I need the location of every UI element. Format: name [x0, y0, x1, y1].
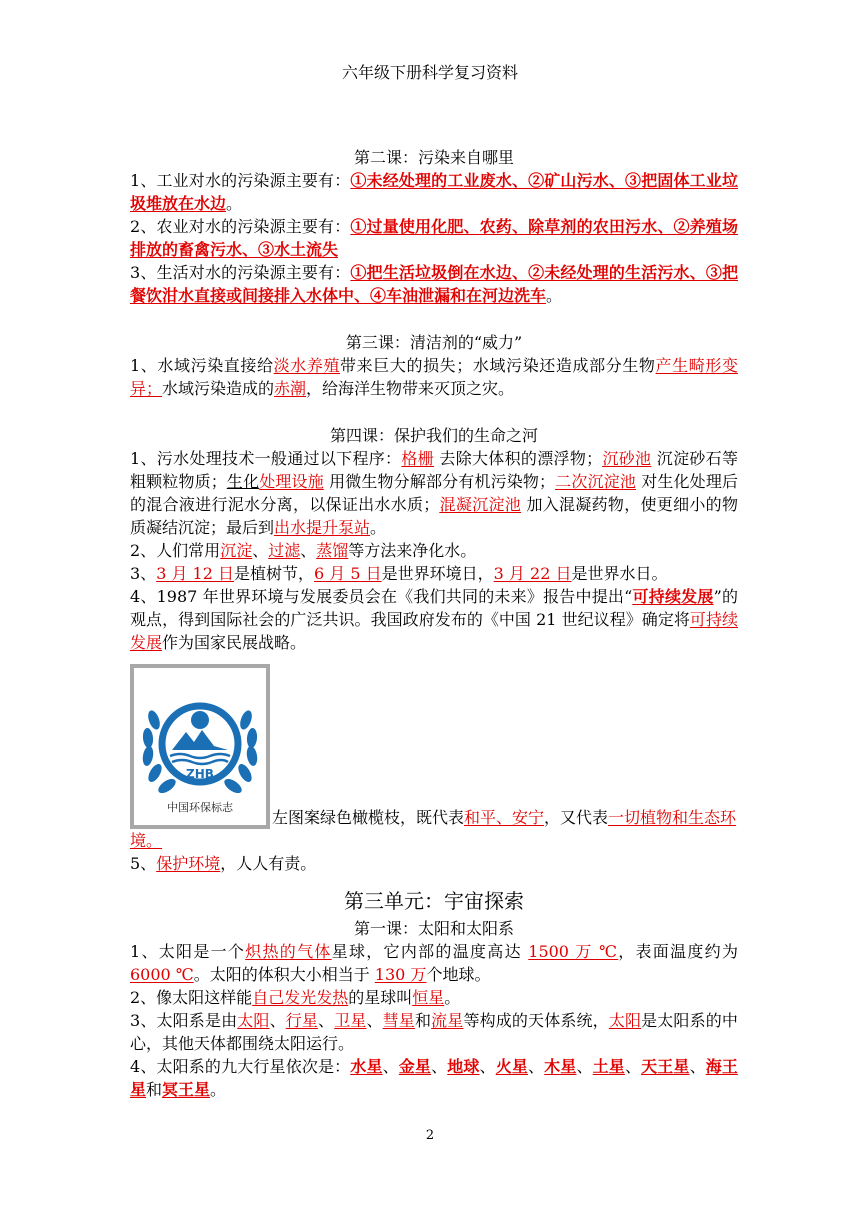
highlighted-answer: 混凝沉淀池: [439, 495, 522, 514]
highlighted-answer: ①把生活垃圾倒在水边、②未经处理的生活污水、③把餐饮泔水直接或间接排入水体中、④车油泄漏和在河边洗车: [130, 263, 738, 305]
text-run: 、: [252, 541, 269, 560]
text-run: 、: [300, 541, 317, 560]
logo-caption: 中国环保标志: [167, 801, 233, 814]
list-item: [130, 1009, 738, 1055]
highlighted-answer: 炽热的气体: [245, 942, 332, 961]
page-number: 2: [425, 1128, 435, 1143]
list-item: [130, 354, 738, 400]
list-item: [130, 562, 738, 585]
highlighted-answer: 火星: [495, 1057, 529, 1076]
text-run: 水域污染造成的: [162, 379, 275, 398]
text-run: 、: [624, 1057, 642, 1076]
text-run: 左图案绿色橄榄枝，既代表: [272, 808, 465, 827]
text-run: 和: [414, 1011, 432, 1030]
highlighted-answer: 二次沉淀池: [555, 472, 636, 491]
highlighted-answer: 出水提升泵站: [274, 518, 371, 537]
highlighted-answer: 淡水养殖: [273, 356, 341, 375]
text-run: 2、农业对水的污染源主要有：: [130, 217, 351, 236]
highlighted-answer: 海王星: [130, 1057, 738, 1099]
text-run: 等构成的天体系统，: [463, 1011, 609, 1030]
highlighted-answer: 1500 万 ℃: [528, 942, 619, 961]
text-run: 、: [689, 1057, 706, 1076]
text-run: 是太阳系的中心，其他天体都围绕太阳运行。: [130, 1011, 738, 1053]
highlighted-answer: 可持续发展: [632, 587, 714, 606]
section-lesson-2: [130, 146, 738, 307]
highlighted-answer: 地球: [447, 1057, 480, 1076]
text-run: 、: [528, 1057, 545, 1076]
highlighted-answer: 金星: [398, 1057, 432, 1076]
text-run: 星球，它内部的温度高达: [331, 942, 529, 961]
text-run: ，给海洋生物带来灭顶之灾。: [306, 379, 515, 398]
highlighted-answer: 保护环境: [156, 854, 221, 873]
lesson-heading: 第二课：污染来自哪里: [353, 148, 514, 167]
text-run: 的星球叫: [348, 988, 413, 1007]
highlighted-answer: 水星: [350, 1057, 383, 1076]
highlighted-answer: 一切植物和生态环境。: [130, 808, 737, 850]
text-run: 2、像太阳这样能: [130, 988, 253, 1007]
list-item: [130, 261, 738, 307]
text-run: 1、工业对水的污染源主要有：: [130, 171, 351, 190]
highlighted-answer: 3 月 12 日: [156, 564, 234, 583]
list-item: [130, 940, 738, 986]
highlighted-answer: 太阳: [237, 1011, 270, 1030]
document-title: 六年级下册科学复习资料: [341, 63, 518, 82]
text-run: 、: [431, 1057, 448, 1076]
text-run: 、: [269, 1011, 286, 1030]
highlighted-answer: 生化: [226, 472, 260, 491]
text-run: 用微生物分解部分有机污染物；: [323, 472, 556, 491]
section-lesson-3: [130, 331, 738, 400]
text-run: 3、生活对水的污染源主要有：: [130, 263, 351, 282]
highlighted-answer: 卫星: [334, 1011, 367, 1030]
text-run: 、: [382, 1057, 399, 1076]
text-run: ”的观点，得到国际社会的广泛共识。我国政府发布的《中国 21 世纪议程》确定将: [130, 587, 738, 629]
text-run: 。太阳的体积大小相当于: [193, 965, 375, 984]
text-run: 3、太阳系是由: [130, 1011, 238, 1030]
text-run: 和: [146, 1080, 163, 1099]
highlighted-answer: 自己发光发热: [252, 988, 349, 1007]
text-run: 1、水域污染直接给: [130, 356, 274, 375]
text-run: 4、1987 年世界环境与发展委员会在《我们共同的未来》报告中提出“: [130, 587, 633, 606]
highlighted-answer: 赤潮: [274, 379, 307, 398]
text-run: 。: [226, 194, 243, 213]
text-run: 3、: [130, 564, 157, 583]
text-run: 。: [370, 518, 387, 537]
highlighted-answer: ①过量使用化肥、农药、除草剂的农田污水、②养殖场排放的畜禽污水、③水土流失: [130, 217, 738, 259]
text-run: 4、太阳系的九大行星依次是：: [130, 1057, 351, 1076]
list-item: [130, 1055, 738, 1101]
text-run: 带来巨大的损失；水域污染还造成部分生物: [340, 356, 656, 375]
text-run: 。: [444, 988, 461, 1007]
lesson-heading: 第三课：清洁剂的“威力”: [345, 333, 523, 352]
highlighted-answer: 过滤: [268, 541, 301, 560]
highlighted-answer: 天王星: [641, 1057, 690, 1076]
environmental-protection-logo: [130, 664, 270, 829]
text-run: 对生化处理后的混合液进行泥水分离，以保证出水水质；: [130, 472, 738, 514]
text-run: 。: [210, 1080, 227, 1099]
highlighted-answer: 土星: [592, 1057, 625, 1076]
text-run: 1、太阳是一个: [130, 942, 246, 961]
highlighted-answer: 处理设施: [259, 472, 324, 491]
highlighted-answer: 130 万: [374, 965, 427, 984]
text-run: 等方法来净化水。: [348, 541, 477, 560]
text-run: ，又代表: [544, 808, 609, 827]
document-body: [130, 146, 738, 1101]
highlighted-answer: 太阳: [608, 1011, 642, 1030]
unit-heading: 第三单元：宇宙探索: [344, 889, 524, 913]
text-run: 、: [318, 1011, 335, 1030]
highlighted-answer: 产生畸形变异；: [130, 356, 738, 398]
text-run: 去除大体积的漂浮物；: [434, 449, 603, 468]
list-item: [130, 447, 738, 539]
highlighted-answer: 沉淀: [220, 541, 253, 560]
text-run: 加入混凝药物，使更细小的物质凝结沉淀；最后到: [130, 495, 738, 537]
logo-letters: ZHB: [186, 767, 214, 781]
text-run: 是世界水日。: [571, 564, 668, 583]
logo-paragraph: [130, 664, 738, 852]
list-item: [130, 539, 738, 562]
text-run: 5、: [130, 854, 157, 873]
text-run: 。: [546, 286, 563, 305]
highlighted-answer: ①未经处理的工业废水、②矿山污水、③把固体工业垃圾堆放在水边: [130, 171, 738, 213]
text-run: 1、污水处理技术一般通过以下程序：: [130, 449, 402, 468]
text-run: 个地球。: [426, 965, 491, 984]
highlighted-answer: 3 月 22 日: [493, 564, 572, 583]
lesson-heading: 第一课：太阳和太阳系: [353, 919, 514, 938]
text-run: ，表面温度约为: [618, 942, 738, 961]
highlighted-answer: 冥王星: [162, 1080, 211, 1099]
text-run: ，人人有责。: [220, 854, 317, 873]
list-item: [130, 169, 738, 215]
lesson-heading: 第四课：保护我们的生命之河: [329, 426, 538, 445]
highlighted-answer: 行星: [285, 1011, 319, 1030]
section-unit-3: [130, 887, 738, 1101]
highlighted-answer: 木星: [544, 1057, 577, 1076]
list-item: [130, 852, 738, 875]
text-run: 、: [366, 1011, 383, 1030]
highlighted-answer: 彗星: [382, 1011, 415, 1030]
highlighted-answer: 格栅: [401, 449, 434, 468]
list-item: [130, 215, 738, 261]
text-run: 沉淀砂石等粗颗粒物质；: [130, 449, 738, 491]
list-item: [130, 986, 738, 1009]
highlighted-answer: 恒星: [412, 988, 445, 1007]
highlighted-answer: 蒸馏: [316, 541, 349, 560]
text-run: 作为国家民展战略。: [162, 633, 307, 652]
highlighted-answer: 6 月 5 日: [314, 564, 382, 583]
text-run: 是植树节，: [234, 564, 315, 583]
text-run: 、: [576, 1057, 593, 1076]
highlighted-answer: 和平、安宁: [464, 808, 545, 827]
text-run: 2、人们常用: [130, 541, 221, 560]
highlighted-answer: 6000 ℃: [130, 965, 194, 984]
highlighted-answer: 沉砂池: [602, 449, 652, 468]
list-item: [130, 585, 738, 654]
highlighted-answer: 可持续发展: [130, 610, 738, 652]
highlighted-answer: 流星: [431, 1011, 464, 1030]
text-run: 、: [479, 1057, 496, 1076]
text-run: 是世界环境日，: [381, 564, 494, 583]
section-lesson-4: [130, 424, 738, 654]
